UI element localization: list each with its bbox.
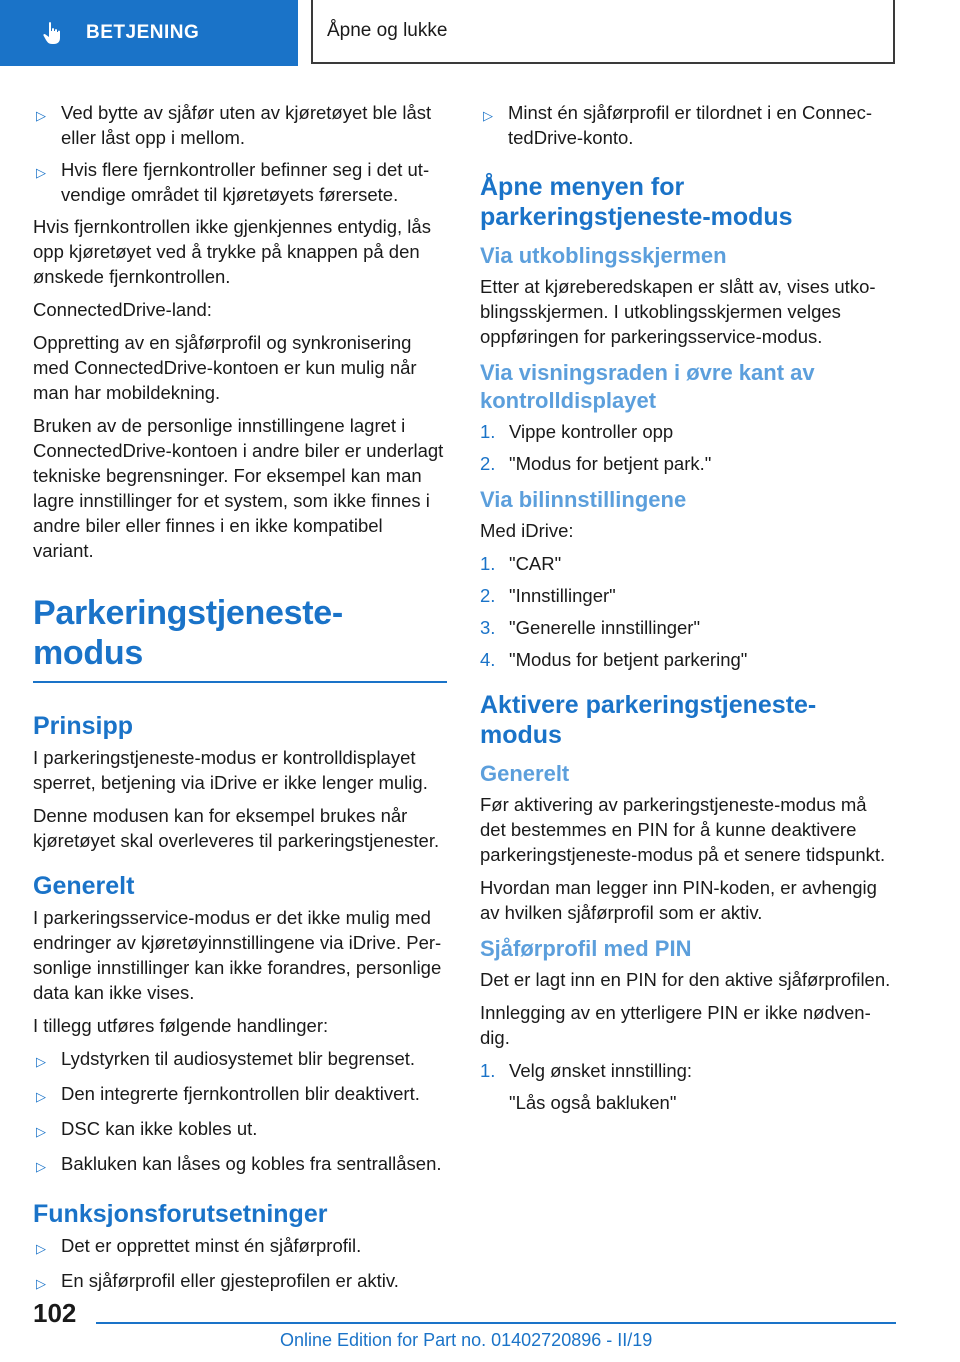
subsection-heading: Generelt [480, 761, 570, 786]
step-text: "Modus for betjent park." [509, 453, 712, 474]
triangle-bullet-icon: ▷ [36, 1241, 46, 1256]
list-item [33, 1116, 447, 1144]
list-item [33, 1081, 447, 1109]
section-heading: Prinsipp [33, 712, 134, 740]
step-text: "Innstillinger" [509, 585, 616, 606]
list-item [33, 1233, 447, 1261]
paragraph: Denne modusen kan for eksempel brukes når kjøretøyet skal overleveres til parkeringstjenester. [33, 805, 440, 851]
list-item [480, 100, 892, 150]
step-number: 4. [480, 649, 496, 670]
page-header [0, 0, 960, 66]
section-title: Åpne og lukke [311, 0, 895, 64]
list-item [480, 583, 892, 608]
paragraph: Det er lagt inn en PIN for den aktive sjåførprofilen. [480, 969, 891, 990]
list-item-text: En sjåførprofil eller gjesteprofilen er aktiv. [61, 1270, 399, 1291]
subsection-heading: Via visningsraden i øvre kant av kontrolldisplayet [480, 360, 815, 413]
triangle-bullet-icon: ▷ [36, 165, 46, 180]
right-column [480, 100, 892, 1115]
step-text: Vippe kontroller opp [509, 421, 674, 442]
step-text: Velg ønsket innstilling: [509, 1060, 693, 1081]
subsection-heading: Via utkoblingsskjermen [480, 243, 727, 268]
list-item-text: Lydstyrken til audiosystemet blir begrenset. [61, 1048, 416, 1069]
subsection-heading: Sjåførprofil med PIN [480, 936, 692, 961]
list-item-text: Den integrerte fjernkontrollen blir deaktivert. [61, 1083, 420, 1104]
list-item-text: Hvis flere fjernkontroller befinner seg i det utvendige området til kjøretøyets førersete. [61, 159, 430, 205]
triangle-bullet-icon: ▷ [36, 1159, 46, 1174]
step-text: "CAR" [509, 553, 562, 574]
step-number: 1. [480, 421, 496, 442]
paragraph: Innlegging av en ytterligere PIN er ikke nødvendig. [480, 1002, 871, 1048]
chapter-tab[interactable] [0, 0, 298, 66]
list-item-text: DSC kan ikke kobles ut. [61, 1118, 258, 1139]
paragraph: Med iDrive: [480, 520, 574, 541]
list-item [480, 451, 892, 476]
paragraph: Oppretting av en sjåførprofil og synkronisering med ConnectedDrive-kontoen er kun mulig når man har mobildekning. [33, 332, 417, 403]
chapter-label: BETJENING [86, 22, 200, 43]
triangle-bullet-icon: ▷ [36, 1124, 46, 1139]
hand-pointer-icon [40, 20, 66, 46]
section-heading: Funksjonsforutsetninger [33, 1200, 328, 1228]
paragraph: Hvordan man legger inn PIN-koden, er avhengig av hvilken sjåførprofil som er aktiv. [480, 877, 877, 923]
paragraph: Hvis fjernkontrollen ikke gjenkjennes entydig, lås opp kjøretøyet ved å trykke på knappen på den ønskede fjernkontrollen. [33, 216, 431, 287]
step-continuation: "Lås også bakluken" [509, 1092, 677, 1113]
step-number: 1. [480, 1060, 496, 1081]
list-item [480, 419, 892, 444]
chapter-heading: Parkeringstjeneste-modus [33, 593, 447, 683]
triangle-bullet-icon: ▷ [36, 108, 46, 123]
triangle-bullet-icon: ▷ [36, 1054, 46, 1069]
step-text: "Generelle innstillinger" [509, 617, 701, 638]
paragraph: Bruken av de personlige innstillingene lagret i ConnectedDrive-kontoen i andre biler er underlagt tekniske begrensninger. For eksempel kan man lagre innstillinger for et system, som ikke finnes i andre biler eller finnes i en ikke kompatibel variant. [33, 415, 444, 561]
list-item-text: Minst én sjåførprofil er tilordnet i en ConnectedDrive-konto. [508, 102, 872, 148]
list-item [480, 1058, 892, 1083]
section-heading: Aktivere parkeringstjeneste-modus [480, 691, 817, 749]
triangle-bullet-icon: ▷ [36, 1276, 46, 1291]
list-item-text: Bakluken kan låses og kobles fra sentrallåsen. [61, 1153, 442, 1174]
section-heading: Åpne menyen for parkeringstjeneste-modus [480, 173, 793, 231]
list-item [480, 551, 892, 576]
list-item [33, 1046, 447, 1074]
paragraph: I parkeringsservice-modus er det ikke mulig med endringer av kjøretøyinnstillingene via iDrive. Personlige innstillinger kan ikke forandres, personlige data kan ikke vises. [33, 907, 442, 1003]
step-number: 1. [480, 553, 496, 574]
list-item [480, 615, 892, 640]
triangle-bullet-icon: ▷ [483, 108, 493, 123]
list-item [33, 1151, 447, 1179]
paragraph: I tillegg utføres følgende handlinger: [33, 1015, 329, 1036]
list-item [33, 100, 447, 150]
list-item [33, 1268, 447, 1296]
paragraph: I parkeringstjeneste-modus er kontrolldisplayet sperret, betjening via iDrive er ikke lenger mulig. [33, 747, 428, 793]
list-item [33, 157, 447, 207]
list-item-text: Det er opprettet minst én sjåførprofil. [61, 1235, 362, 1256]
step-number: 3. [480, 617, 496, 638]
paragraph: Etter at kjøreberedskapen er slått av, vises utkoblingsskjermen. I utkoblingsskjermen velges oppføringen for parkeringsservice-modus. [480, 276, 876, 347]
section-heading: Generelt [33, 872, 135, 900]
list-item [480, 647, 892, 672]
step-number: 2. [480, 453, 496, 474]
triangle-bullet-icon: ▷ [36, 1089, 46, 1104]
paragraph: ConnectedDrive-land: [33, 299, 212, 320]
footer-divider [96, 1322, 896, 1324]
step-number: 2. [480, 585, 496, 606]
page-number: 102 [33, 1298, 77, 1328]
paragraph: Før aktivering av parkeringstjeneste-modus må det bestemmes en PIN for å kunne deaktivere parkeringstjeneste-modus på et senere tidspunkt. [480, 794, 886, 865]
edition-text: Online Edition for Part no. 01402720896 - II/19 [280, 1330, 653, 1350]
left-column [33, 100, 447, 1303]
subsection-heading: Via bilinnstillingene [480, 487, 687, 512]
list-item-text: Ved bytte av sjåfør uten av kjøretøyet ble låst eller låst opp i mellom. [61, 102, 432, 148]
step-text: "Modus for betjent parkering" [509, 649, 748, 670]
